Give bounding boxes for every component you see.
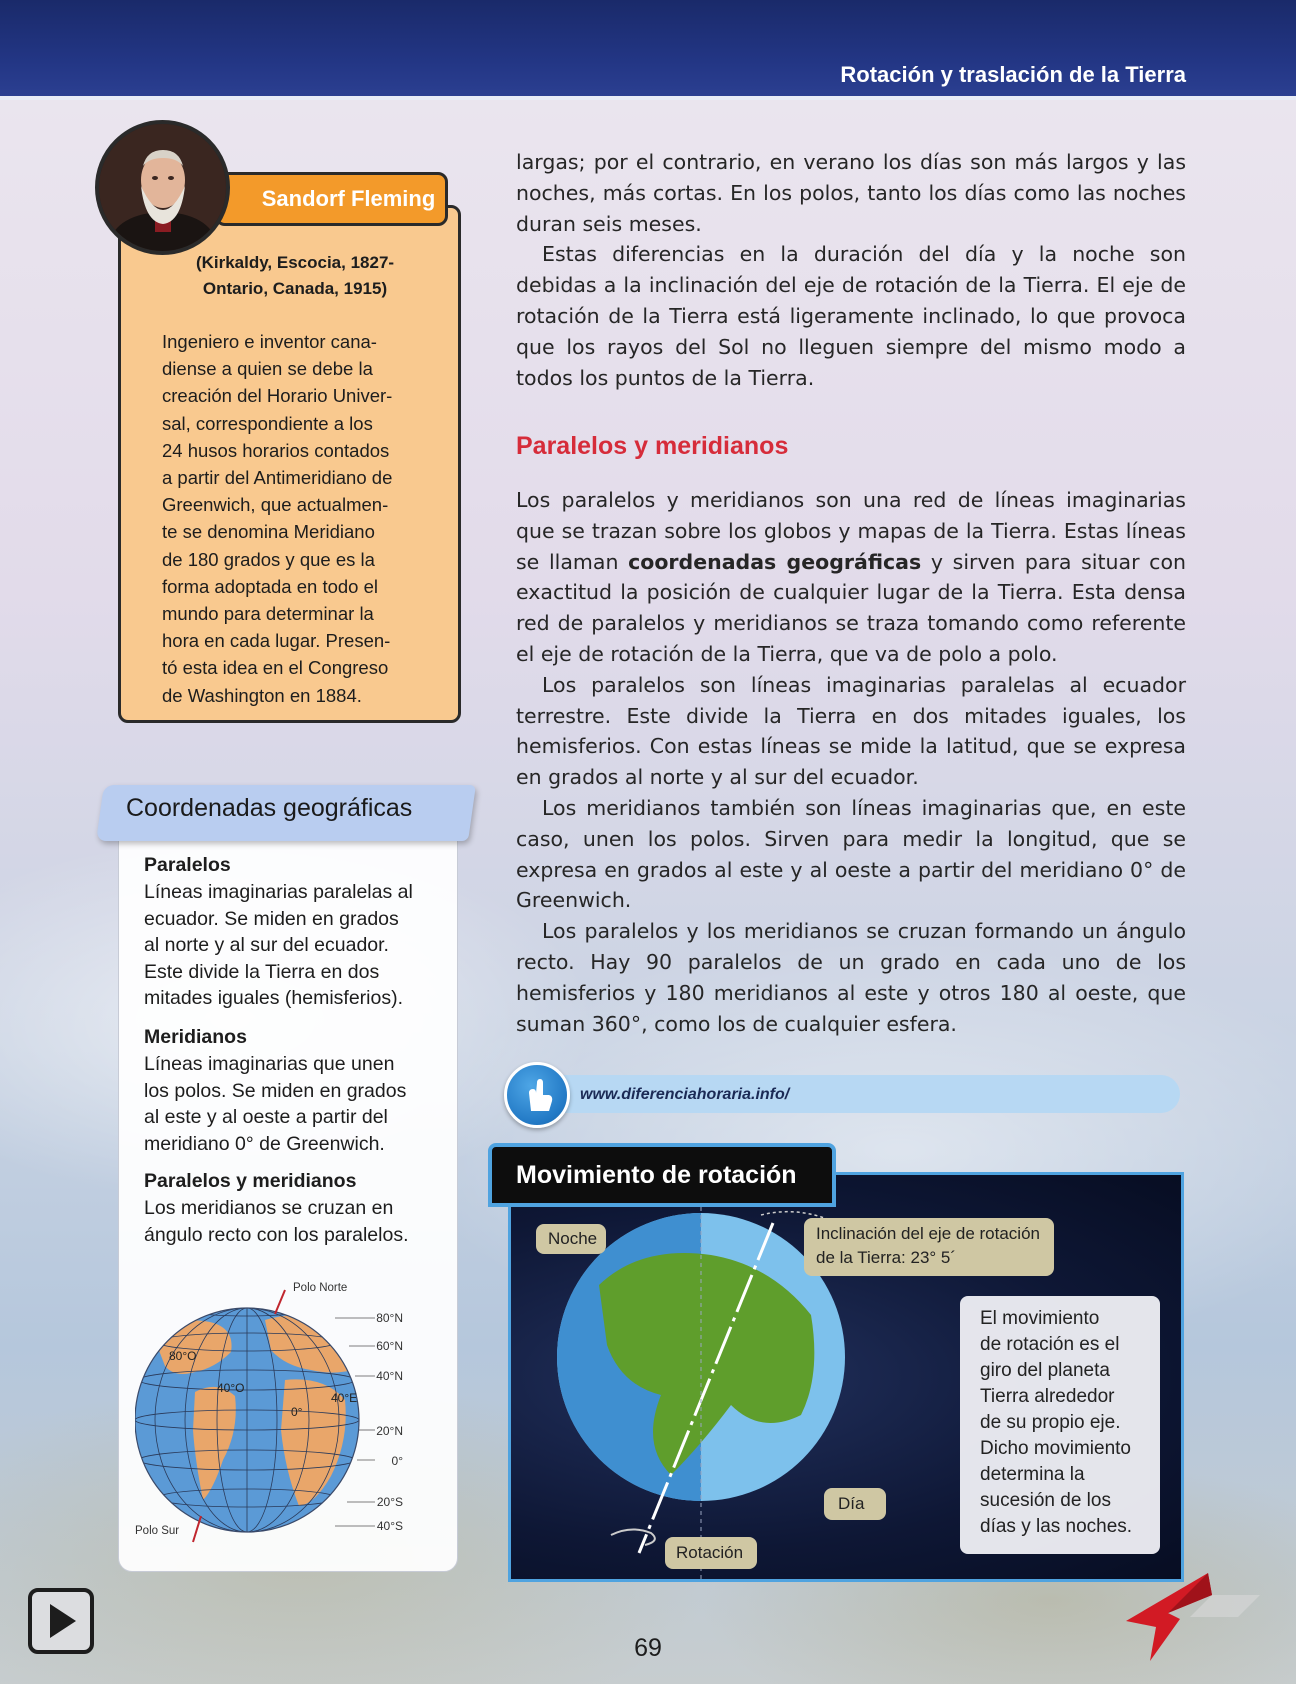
play-icon	[32, 1592, 90, 1650]
globe-diagram	[135, 1280, 445, 1555]
coord-item-heading: Paralelos y meridianos	[144, 1170, 357, 1192]
coord-item-text: Líneas imaginarias que unen los polos. Se miden en grados al este y al oeste a partir del meridiano 0° de Greenwich.	[144, 1053, 407, 1155]
chapter-title: Rotación y traslación de la Tierra	[840, 62, 1186, 87]
coord-item-heading: Paralelos	[144, 854, 231, 876]
coord-item-paralelos	[144, 852, 444, 1012]
paragraph-5: Los meridianos también son líneas imaginarias que, en este caso, unen los polos. Sirven para medir la longitud, que se expresa en grados al este y al oeste a partir del meridiano 0° de Greenwich.	[516, 795, 1186, 913]
paragraph-2: Estas diferencias en la duración del día y la noche son debidas a la inclinación del eje de rotación de la Tierra. El eje de rotación de la Tierra está ligeramente inclinado, lo que provoca que los rayos del Sol no lleguen siempre del mismo modo a todos los puntos de la Tierra.	[516, 242, 1186, 390]
main-text-block-2	[516, 485, 1186, 1039]
biography-text: Ingeniero e inventor cana- diense a quien se debe la creación del Horario Univer- sal, correspondiente a los 24 husos horarios contados a partir del Antimeridiano de Greenwich, que actualmen- te se denomina Meridiano de 180 grados y que es la forma adoptada en todo el mundo para determinar la hora en cada lugar. Presen- tó esta idea en el Congreso de Washington en 1884.	[162, 331, 393, 706]
url-link[interactable]: www.diferenciahoraria.info/	[580, 1086, 790, 1103]
paragraph-4: Los paralelos son líneas imaginarias paralelas al ecuador terrestre. Este divide la Tierra en dos mitades iguales, los hemisferios. Con estas líneas se mide la latitud, que se expresa en grados al norte y al sur del ecuador.	[516, 672, 1186, 790]
biography-dates: (Kirkaldy, Escocia, 1827- Ontario, Canada, 1915)	[195, 253, 395, 298]
coord-item-meridianos	[144, 1024, 444, 1157]
coord-item-text: Líneas imaginarias paralelas al ecuador. Se miden en grados al norte y al sur del ecuador. Este divide la Tierra en dos mitades iguales (hemisferios).	[144, 881, 413, 1009]
rotation-description: El movimiento de rotación es el giro del planeta Tierra alrededor de su propio eje. Dicho movimiento determina la sucesión de los días y las noches.	[960, 1296, 1160, 1554]
portrait-image	[95, 120, 230, 255]
label-80n: 80°N	[376, 1311, 403, 1325]
hand-pointer-icon[interactable]	[504, 1062, 570, 1128]
page-number: 69	[634, 1634, 662, 1662]
label-0-lon: 0°	[291, 1405, 303, 1419]
main-text-block-1	[516, 147, 1186, 393]
rotation-title: Movimiento de rotación	[488, 1143, 836, 1207]
coord-item-text: Los meridianos se cruzan en ángulo recto con los paralelos.	[144, 1197, 409, 1246]
biography-name: Sandorf Fleming	[215, 172, 448, 226]
label-60n: 60°N	[376, 1339, 403, 1353]
label-40n: 40°N	[376, 1369, 403, 1383]
paragraph-1: largas; por el contrario, en verano los días son más largos y las noches, más cortas. En los polos, tanto los días como las noches duran seis meses.	[516, 150, 1186, 236]
coord-item-heading: Meridianos	[144, 1026, 247, 1048]
label-40s: 40°S	[376, 1519, 403, 1533]
coord-item-paralelos-y-meridianos	[144, 1168, 444, 1248]
red-arrow-logo-icon	[1120, 1565, 1260, 1675]
paragraph-3	[516, 485, 1186, 670]
label-40o: 40°O	[217, 1381, 245, 1395]
label-80o: 80°O	[169, 1349, 197, 1363]
bold-term: coordenadas geográficas	[628, 549, 922, 574]
paragraph-6: Los paralelos y los meridianos se cruzan formando un ángulo recto. Hay 90 paralelos de un grado en cada uno de los hemisferios y 180 meridianos al este y otros 180 al oeste, que suman 360°, como los de cualquier esfera.	[516, 919, 1186, 1036]
play-button[interactable]	[28, 1588, 94, 1654]
label-20s: 20°S	[376, 1495, 403, 1509]
label-night: Noche	[536, 1224, 606, 1254]
axis-north	[275, 1290, 285, 1314]
label-rotation: Rotación	[665, 1537, 757, 1569]
label-day: Día	[824, 1488, 886, 1520]
label-40e: 40°E	[331, 1391, 358, 1405]
paragraph-3-end: y sirven para situar con exactitud la posición de cualquier lugar de la Tierra. Esta densa red de paralelos y meridianos se traza tomando como referente el eje de rotación de la Tierra, que va de polo a polo.	[516, 549, 1186, 666]
paragraph-3-start: Los paralelos y meridianos son una red de líneas imaginarias que se trazan sobre los globos y mapas de la Tierra. Estas líneas se llaman	[516, 488, 1186, 574]
label-20n: 20°N	[376, 1424, 403, 1438]
label-axis-tilt: Inclinación del eje de rotación de la Tierra: 23° 5´	[804, 1218, 1054, 1276]
label-north-pole: Polo Norte	[293, 1282, 348, 1294]
section-heading: Paralelos y meridianos	[516, 432, 789, 460]
label-0-lat: 0°	[391, 1454, 403, 1468]
coordinates-title: Coordenadas geográficas	[126, 794, 413, 822]
label-south-pole: Polo Sur	[135, 1525, 180, 1537]
rotation-arrow-icon	[611, 1529, 655, 1545]
